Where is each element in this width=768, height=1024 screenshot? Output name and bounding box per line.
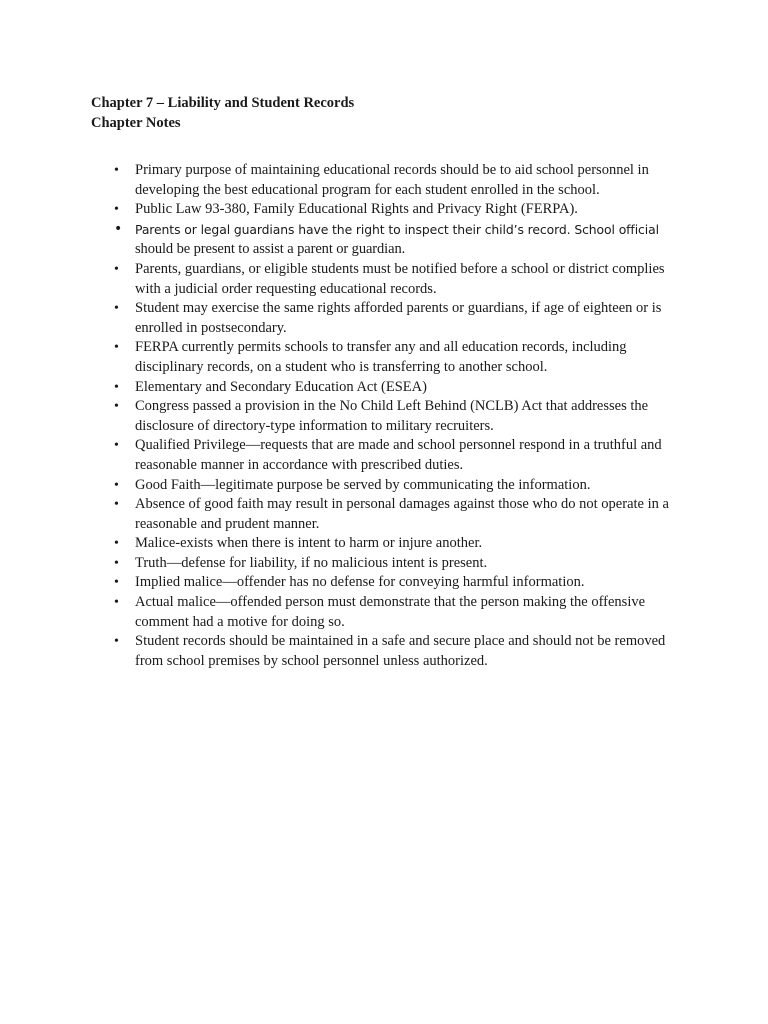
list-item-text: • Parents or legal guardians have the right to inspect their child’s record. School official [135,221,659,237]
list-item-continuation: should be present to assist a parent or guardian. [135,241,406,258]
list-item: • Elementary and Secondary Education Act (ESEA) [91,378,691,398]
list-item: • Student records should be maintained in a safe and secure place and should not be removed from school premises by school personnel unless authorized. [91,632,691,671]
list-item: • Primary purpose of maintaining educational records should be to aid school personnel in developing the best educational program for each student enrolled in the school. [91,161,691,200]
list-item: • Student may exercise the same rights afforded parents or guardians, if age of eighteen or is enrolled in postsecondary. [91,299,691,338]
list-item: • Congress passed a provision in the No Child Left Behind (NCLB) Act that addresses the disclosure of directory-type information to military recruiters. [91,397,691,436]
chapter-title: Chapter 7 – Liability and Student Records [91,95,355,111]
list-item [91,220,691,260]
document-heading [91,93,354,133]
list-item: • FERPA currently permits schools to transfer any and all education records, including disciplinary records, on a student who is transferring to another school. [91,338,691,377]
list-item: • Good Faith—legitimate purpose be served by communicating the information. [91,476,691,496]
list-item: • Truth—defense for liability, if no malicious intent is present. [91,554,691,574]
list-item: • Absence of good faith may result in personal damages against those who do not operate in a reasonable and prudent manner. [91,495,691,534]
list-item: • Parents, guardians, or eligible students must be notified before a school or district complies with a judicial order requesting educational records. [91,260,691,299]
chapter-subtitle: Chapter Notes [91,115,181,131]
list-item: • Malice-exists when there is intent to harm or injure another. [91,534,691,554]
list-item: • Public Law 93-380, Family Educational Rights and Privacy Right (FERPA). [91,200,691,220]
list-item: • Qualified Privilege—requests that are made and school personnel respond in a truthful and reasonable manner in accordance with prescribed duties. [91,436,691,475]
list-item: • Actual malice—offended person must demonstrate that the person making the offensive comment had a motive for doing so. [91,593,691,632]
list-item: • Implied malice—offender has no defense for conveying harmful information. [91,573,691,593]
chapter-notes-list [91,161,691,671]
